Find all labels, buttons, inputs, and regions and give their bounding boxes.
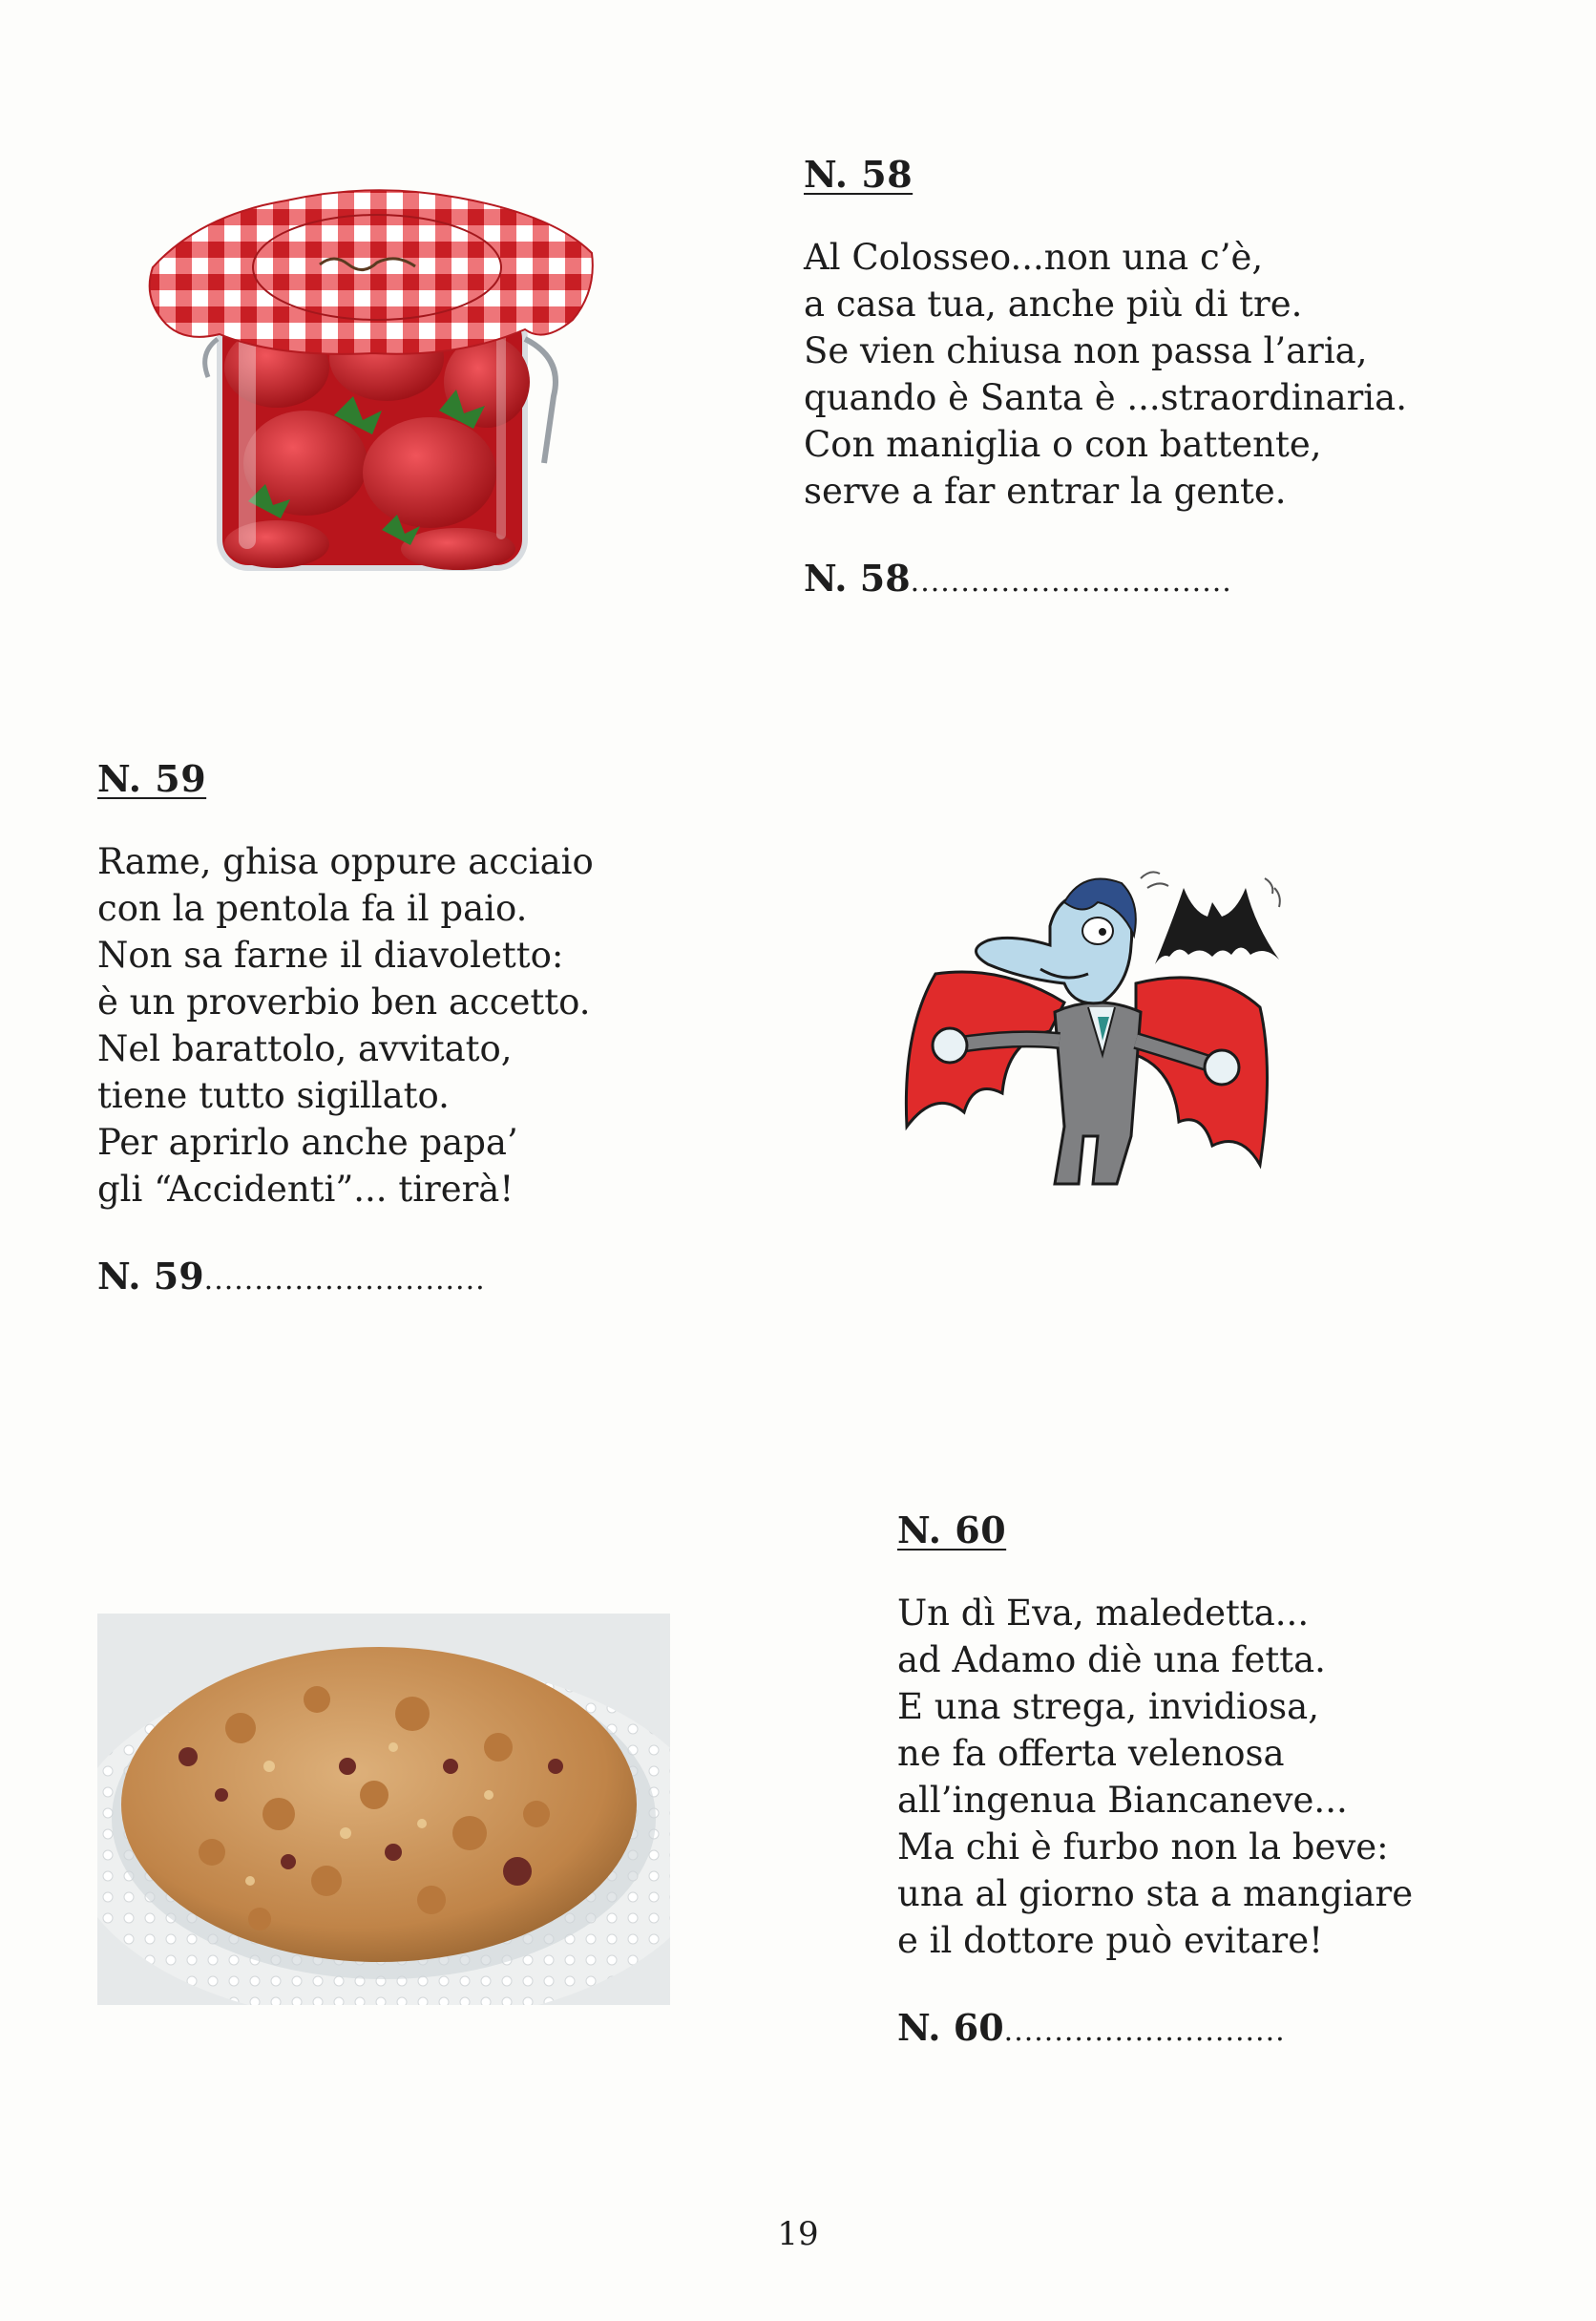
verse-line: Un dì Eva, maledetta... xyxy=(897,1593,1310,1634)
verse-line: Nel barattolo, avvitato, xyxy=(97,1028,513,1069)
riddle-60-title: N. 60 xyxy=(897,1509,1007,1551)
riddle-59-title: N. 59 xyxy=(97,757,207,800)
verse-line: Al Colosseo...non una c’è, xyxy=(804,237,1264,278)
riddle-60-answer-line xyxy=(897,2006,1413,2049)
verse-line: una al giorno sta a mangiare xyxy=(897,1873,1414,1914)
answer-label: N. 59 xyxy=(97,1255,204,1298)
verse-line: Con maniglia o con battente, xyxy=(804,424,1322,465)
verse-line: ad Adamo diè una fetta. xyxy=(897,1639,1326,1680)
riddle-59-answer-line xyxy=(97,1255,594,1298)
verse-line: ne fa offerta velenosa xyxy=(897,1733,1285,1774)
jam-jar-illustration xyxy=(143,177,601,597)
verse-line: all’ingenua Biancaneve... xyxy=(897,1780,1348,1821)
verse-line: Se vien chiusa non passa l’aria, xyxy=(804,330,1368,371)
verse-line: serve a far entrar la gente. xyxy=(804,471,1287,512)
answer-blank: ............................ xyxy=(203,1263,486,1297)
verse-line: Rame, ghisa oppure acciaio xyxy=(97,841,594,882)
verse-line: Ma chi è furbo non la beve: xyxy=(897,1826,1389,1867)
answer-blank: ................................ xyxy=(910,565,1232,599)
bat-icon xyxy=(1155,888,1279,964)
verse-line: gli “Accidenti”... tirerà! xyxy=(97,1169,514,1210)
verse-line: è un proverbio ben accetto. xyxy=(97,981,591,1023)
verse-line: e il dottore può evitare! xyxy=(897,1920,1323,1961)
verse-line: tiene tutto sigillato. xyxy=(97,1075,450,1116)
verse-line: Per aprirlo anche papa’ xyxy=(97,1122,518,1163)
verse-line: quando è Santa è ...straordinaria. xyxy=(804,377,1407,418)
verse-line: Non sa farne il diavoletto: xyxy=(97,935,564,976)
riddle-58-title: N. 58 xyxy=(804,153,914,196)
answer-label: N. 60 xyxy=(897,2006,1004,2049)
riddle-59 xyxy=(97,757,594,1298)
answer-blank: ............................ xyxy=(1003,2015,1286,2048)
answer-label: N. 58 xyxy=(804,557,911,600)
page-number: 19 xyxy=(777,2215,819,2253)
verse-line: a casa tua, anche più di tre. xyxy=(804,284,1303,325)
verse-line: con la pentola fa il paio. xyxy=(97,888,528,929)
crumble-tart-illustration xyxy=(97,1614,670,2005)
verse-line: E una strega, invidiosa, xyxy=(897,1686,1319,1727)
vampire-bat-illustration xyxy=(897,850,1298,1232)
riddle-58 xyxy=(804,153,1407,600)
riddle-58-answer-line xyxy=(804,557,1407,600)
riddle-60 xyxy=(897,1509,1413,2049)
